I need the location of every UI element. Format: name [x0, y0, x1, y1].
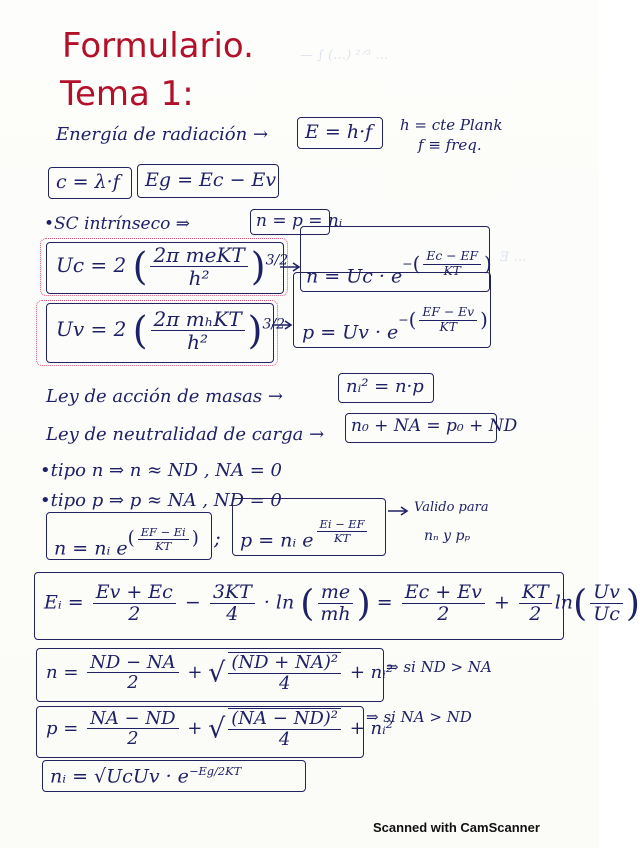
ni-final-formula: nᵢ = √UcUv · $e^{-Eg/2KT}$	[50, 764, 242, 788]
n-full-formula: n = $\frac{ND - NA}{2}$ + √ $\frac{\text{(ND + NA)²}}{4}$ + nᵢ²	[46, 651, 394, 694]
uv-fraction: $\frac{\text{2π mₕKT}}{\text{h²}}$	[151, 308, 245, 353]
uv-lhs: Uv = 2	[56, 317, 127, 341]
eg-formula: Eg = Ec − Ev	[145, 169, 277, 191]
neutralidad-formula: n₀ + NA = p₀ + ND	[351, 416, 518, 436]
ei-formula: Eᵢ = $\frac{Ev + Ec}{2}$ − $\frac{3KT}{4}$ · ln ( $\frac{me}{mh}$ ) = $\frac{Ec + Ev}{2}$ + $\frac{KT}{2}$ ln( $\frac{Uv}{Uc}$ )	[44, 581, 640, 625]
p-formula: $p = Uv \cdot e^{-( \frac{EF - Ev}{KT} )}$	[302, 305, 488, 344]
energia-label: Energía de radiación →	[56, 124, 269, 145]
n-formula: $n = Uc \cdot e^{-( \frac{Ec - EF}{KT} )}$	[306, 249, 492, 288]
arrow-icon	[280, 262, 304, 272]
bleed-through-text: Ǝ …	[500, 250, 527, 265]
uv-exponent: 3/2	[262, 316, 286, 333]
uc-exponent: 3/2	[265, 252, 289, 269]
uc-lhs: Uc = 2	[56, 253, 127, 277]
masas-label: Ley de acción de masas →	[46, 386, 283, 407]
f-note: f ≡ freq.	[418, 136, 482, 154]
page-title: Formulario.	[62, 26, 254, 66]
scanner-watermark: Scanned with CamScanner	[373, 820, 540, 835]
p-full-formula: p = $\frac{NA - ND}{2}$ + √ $\frac{\text{(NA − ND)²}}{4}$ + nᵢ²	[46, 707, 393, 750]
n-full-condition: ⇒ si ND > NA	[386, 658, 492, 676]
arrow-icon	[388, 506, 412, 516]
bleed-through-text: — ∫ (…) ²ᐟ³ …	[300, 48, 389, 63]
p-ni-formula: p = nᵢ e $^{\frac{Ei - EF}{KT}}$	[240, 518, 370, 552]
separator-semicolon: ;	[214, 526, 221, 550]
valido-note-2: nₙ y pₚ	[424, 528, 471, 544]
tipo-n-line: •tipo n ⇒ n ≈ ND , NA = 0	[40, 460, 282, 481]
section-title: Tema 1:	[60, 74, 194, 114]
c-formula: c = λ·f	[56, 171, 120, 193]
n-ni-formula: n = nᵢ $e^{( \frac{EF - Ei}{KT} )}$	[54, 525, 199, 560]
sc-formula: n = p = nᵢ	[256, 211, 343, 231]
arrow-icon	[272, 320, 296, 330]
uv-formula: Uv = 2 ( $\frac{\text{2π mₕKT}}{\text{h²}}$ )$^{3/2}$	[56, 307, 286, 354]
p-full-condition: ⇒ si NA > ND	[366, 708, 472, 726]
masas-formula: nᵢ² = n·p	[346, 376, 424, 397]
uc-fraction: $\frac{\text{2π meKT}}{\text{h²}}$	[150, 244, 247, 289]
sc-intrinseco-label: •SC intrínseco ⇒	[44, 214, 191, 234]
neutralidad-label: Ley de neutralidad de carga →	[46, 424, 325, 445]
uc-formula: Uc = 2 ( $\frac{\text{2π meKT}}{\text{h²}}$ )$^{3/2}$	[56, 243, 289, 290]
h-note: h = cte Plank	[400, 116, 503, 134]
valido-note: Valido para	[414, 500, 489, 515]
tipo-p-line: •tipo p ⇒ p ≈ NA , ND = 0	[40, 490, 282, 511]
energia-formula: E = h·f	[305, 121, 373, 143]
